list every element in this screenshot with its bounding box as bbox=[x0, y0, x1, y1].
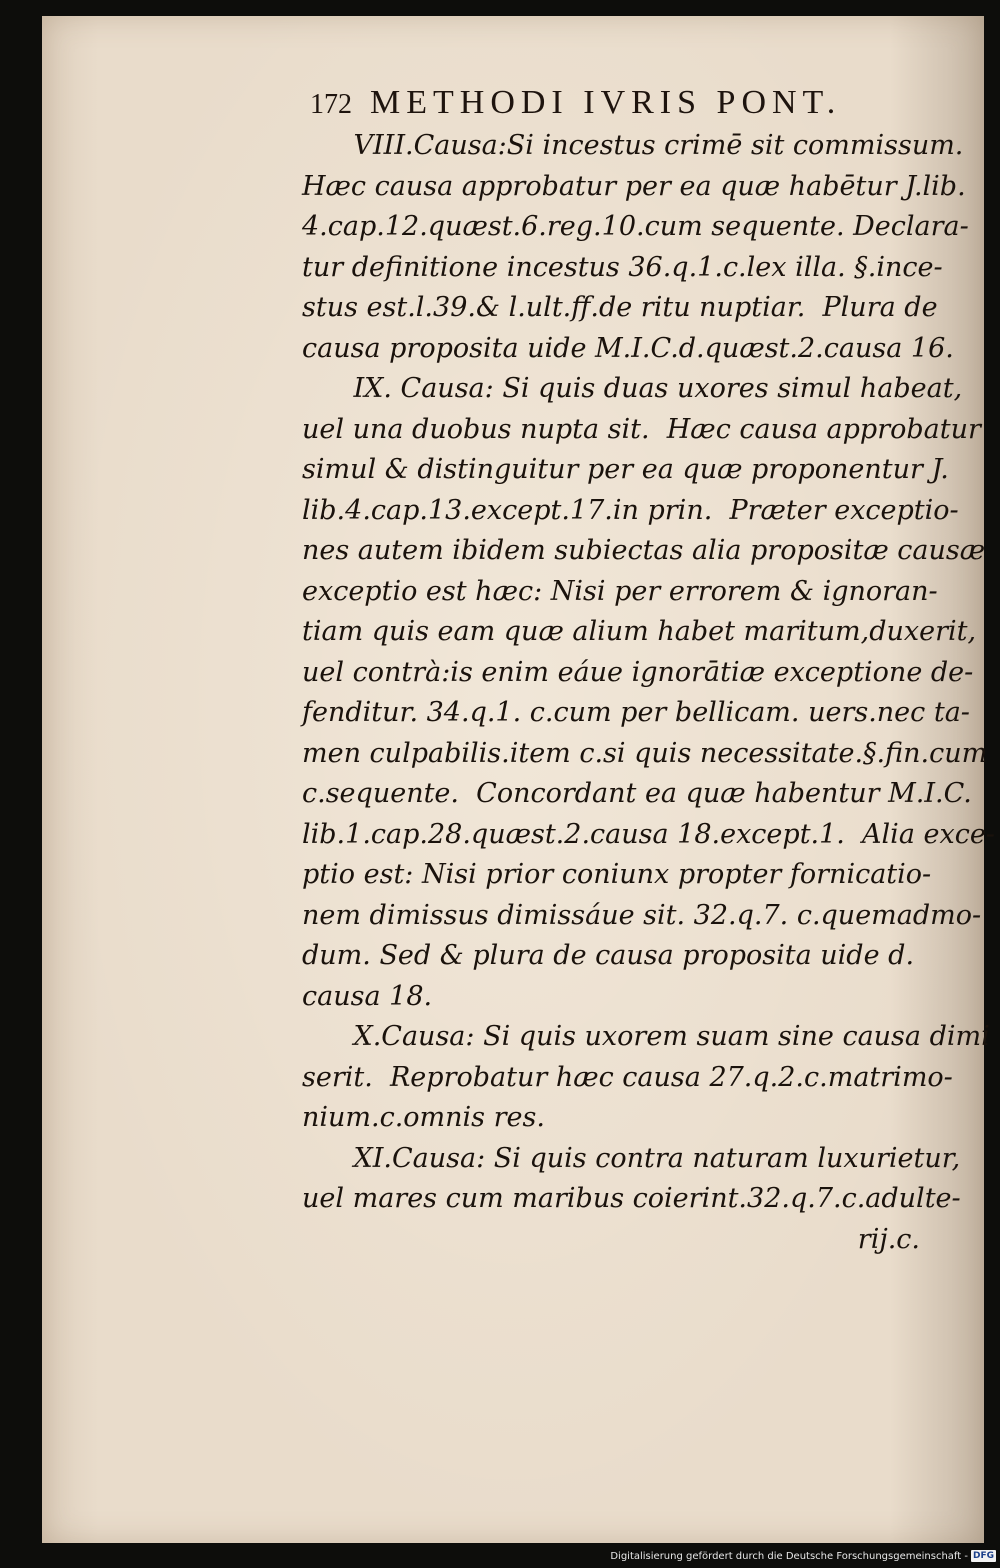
text-line: simul & distinguitur per ea quæ proponentur J. bbox=[302, 454, 949, 485]
text-line: tiam quis eam quæ alium habet maritum,duxerit, bbox=[302, 616, 977, 647]
text-line: uel mares cum maribus coierint.32.q.7.c.adulte- bbox=[302, 1183, 961, 1214]
text-line: lib.1.cap.28.quæst.2.causa 18.except.1. Alia exce- bbox=[302, 818, 995, 850]
text-line: c.sequente. Concordant ea quæ habentur M.I.C. bbox=[302, 778, 972, 809]
text-line: 4.cap.12.quæst.6.reg.10.cum sequente. Declara- bbox=[302, 211, 969, 242]
text-line: men culpabilis.item c.si quis necessitate.§.fin.cum bbox=[302, 737, 988, 769]
text-line: nem dimissus dimissáue sit. 32.q.7. c.quemadmo- bbox=[302, 899, 982, 931]
credit-text: Digitalisierung gefördert durch die Deutsche Forschungsgemeinschaft - bbox=[610, 1550, 968, 1562]
text-line: causa proposita uide M.I.C.d.quæst.2.causa 16. bbox=[302, 332, 954, 364]
text-line: dum. Sed & plura de causa proposita uide d. bbox=[302, 940, 915, 971]
text-line: nium.c.omnis res. bbox=[302, 1102, 545, 1133]
text-line: exceptio est hæc: Nisi per errorem & ignoran- bbox=[302, 575, 938, 607]
text-line: lib.4.cap.13.except.17.in prin. Præter exceptio- bbox=[302, 494, 959, 526]
text-line: fenditur. 34.q.1. c.cum per bellicam. uers.nec ta- bbox=[302, 697, 970, 728]
text-line: stus est.l.39.& l.ult.ff.de ritu nuptiar. Plura de bbox=[302, 292, 938, 323]
text-line: Hæc causa approbatur per ea quæ habētur J.lib. bbox=[302, 170, 966, 202]
dfg-logo: DFG bbox=[972, 1551, 994, 1561]
body-text bbox=[302, 126, 995, 1260]
text-line: IX. Causa: Si quis duas uxores simul habeat, bbox=[302, 373, 963, 404]
catch-word: rij.c. bbox=[857, 1223, 920, 1255]
text-line: X.Causa: Si quis uxorem suam sine causa dimi bbox=[302, 1021, 990, 1052]
text-line: tur definitione incestus 36.q.1.c.lex illa. §.ince- bbox=[302, 251, 943, 283]
text-line: causa 18. bbox=[302, 980, 433, 1012]
text-line: ptio est: Nisi prior coniunx propter fornicatio- bbox=[302, 859, 932, 890]
text-line: nes autem ibidem subiectas alia propositæ causæ bbox=[302, 535, 986, 566]
text-line: uel contrà:is enim eáue ignorātiæ exceptione de- bbox=[302, 656, 974, 688]
digitization-credit bbox=[610, 1547, 996, 1565]
text-line: serit. Reprobatur hæc causa 27.q.2.c.matrimo- bbox=[302, 1061, 953, 1093]
page-number: 172 bbox=[310, 89, 352, 120]
page-header bbox=[310, 84, 910, 128]
text-line: VIII.Causa:Si incestus crimē sit commissum. bbox=[302, 130, 964, 161]
text-line: uel una duobus nupta sit. Hæc causa approbatur bbox=[302, 413, 981, 445]
text-line: XI.Causa: Si quis contra naturam luxurietur, bbox=[302, 1142, 961, 1174]
running-title: METHODI IVRIS PONT. bbox=[370, 84, 842, 121]
